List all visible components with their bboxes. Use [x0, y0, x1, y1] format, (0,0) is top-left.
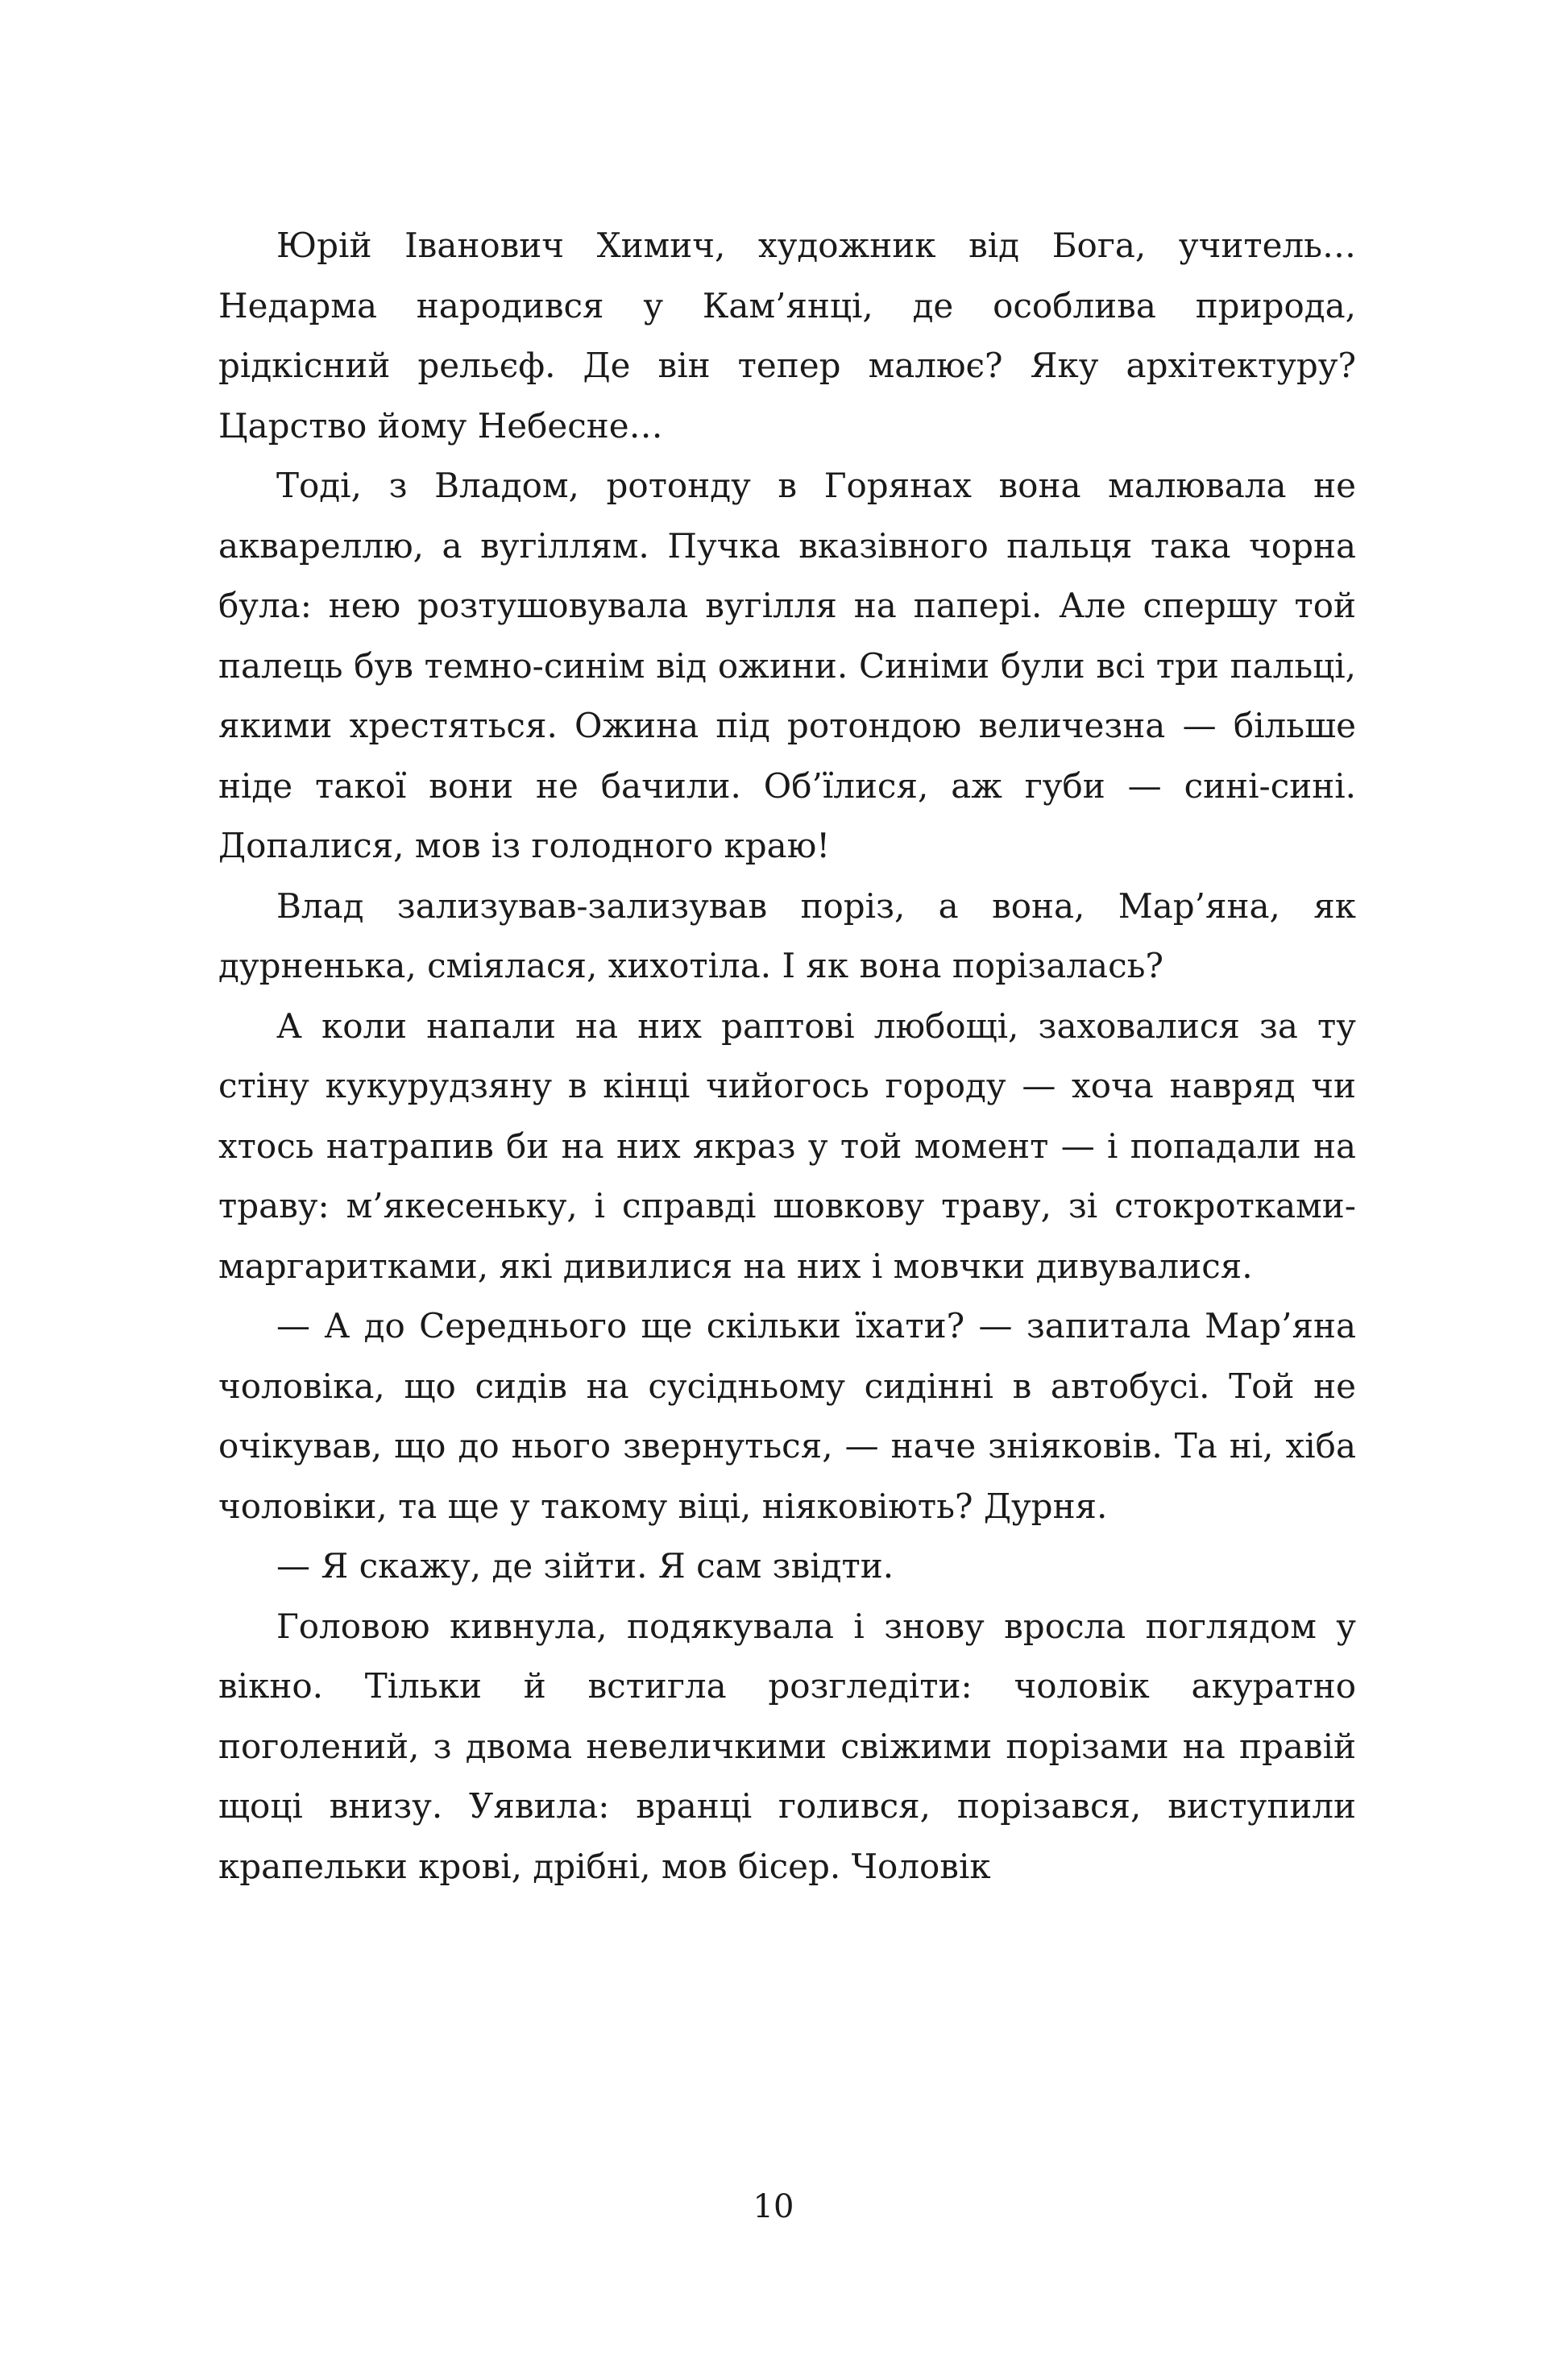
- body-text: [218, 216, 1356, 1897]
- page-number: 10: [753, 2188, 794, 2225]
- paragraph-6-dialogue: — Я скажу, де зійти. Я сам звідти.: [276, 1546, 894, 1586]
- paragraph-5-dialogue: — А до Середнього ще скільки їхати? — запитала Мар’яна чоловіка, що сидів на сусідньому сидінні в автобусі. Той не очікував, що до нього звернуться, — наче зніяковів. Та ні, хіба чоловіки, та ще у такому віці, ніяковіють? Дурня.: [218, 1306, 1356, 1526]
- paragraph-1: Юрій Іванович Химич, художник від Бога, учитель… Недарма народився у Кам’янці, де особлива природа, рідкісний рельєф. Де він тепер малює? Яку архітектуру? Царство йому Небесне…: [218, 226, 1356, 446]
- paragraph-3: Влад зализував-зализував поріз, а вона, Мар’яна, як дурненька, сміялася, хихотіла. І як вона порізалась?: [218, 885, 1356, 985]
- paragraph-4: А коли напали на них раптові любощі, заховалися за ту стіну кукурудзяну в кінці чийогось городу — хоча навряд чи хтось натрапив би на них якраз у той момент — і попадали на траву: м’якесеньку, і справді шовкову траву, зі стокротками-маргаритками, які дивилися на них і мовчки дивувалися.: [218, 1005, 1356, 1286]
- paragraph-2: Тоді, з Владом, ротонду в Горянах вона малювала не аквареллю, а вугіллям. Пучка вказівного пальця така чорна була: нею розтушовувала вугілля на папері. Але спершу той палець був темно-синім від ожини. Синіми були всі три пальці, якими хрестяться. Ожина під ротондою величезна — більше ніде такої вони не бачили. Об’їлися, аж губи — сині-сині. Допалися, мов із голодного краю!: [218, 466, 1356, 865]
- paragraph-7: Головою кивнула, подякувала і знову вросла поглядом у вікно. Тільки й встигла розгледіти: чоловік акуратно поголений, з двома невеличкими свіжими порізами на правій щоці внизу. Уявила: вранці голився, порізався, виступили крапельки крові, дрібні, мов бісер. Чоловік: [218, 1606, 1356, 1886]
